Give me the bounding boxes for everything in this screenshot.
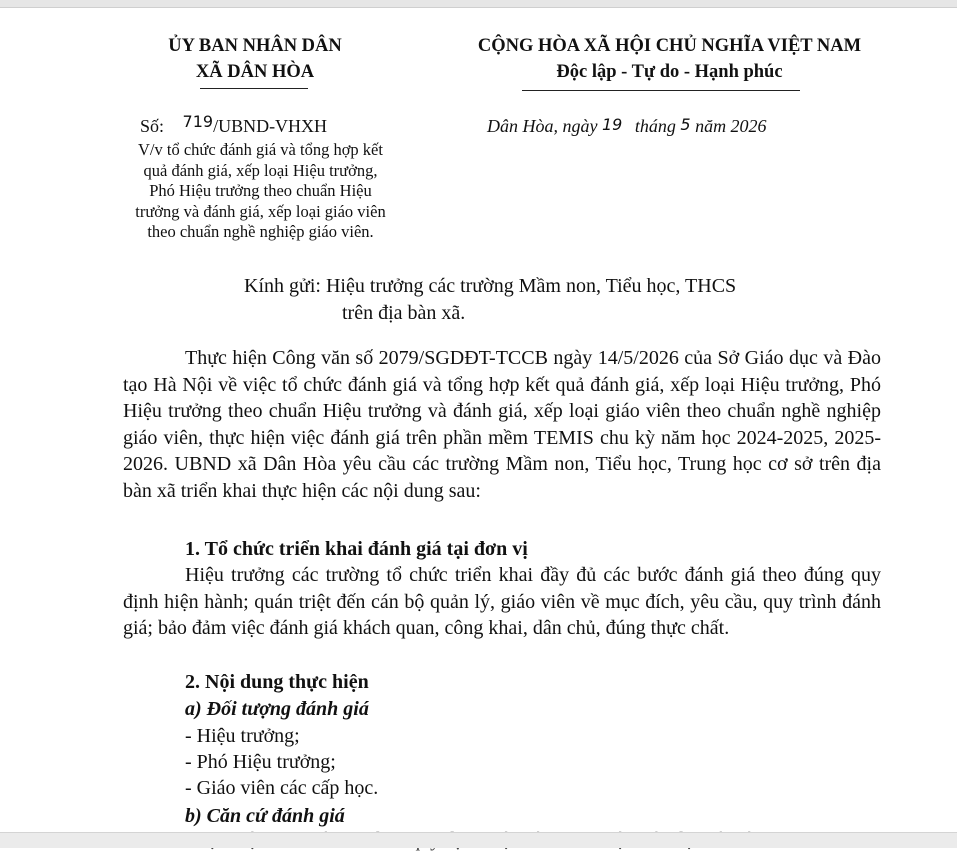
so-number: 719 (182, 112, 214, 131)
document-number (140, 112, 328, 137)
motto-underline (522, 90, 800, 91)
date-month-label: tháng (634, 116, 676, 136)
section-1-paragraph: Hiệu trưởng các trường tổ chức triển khai đầy đủ các bước đánh giá theo đúng quy định hiện hành; quán triệt đến cán bộ quản lý, giáo viên về mục đích, yêu cầu, quy trình đánh giá; bảo đảm việc đánh giá khách quan, công khai, dân chủ, đúng thực chất. (123, 564, 881, 639)
intro-paragraph: Thực hiện Công văn số 2079/SGDĐT-TCCB ngày 14/5/2026 của Sở Giáo dục và Đào tạo Hà Nội về việc tổ chức đánh giá và tổng hợp kết quả đánh giá, xếp loại Hiệu trưởng, Phó Hiệu trưởng theo chuẩn Hiệu trưởng và đánh giá, xếp loại giáo viên theo chuẩn nghề nghiệp giáo viên, thực hiện việc đánh giá trên phần mềm TEMIS chu kỳ năm học 2024-2025, 2025-2026. UBND xã Dân Hòa yêu cầu các trường Mầm non, Tiểu học, Trung học cơ sở trên địa bàn xã triển khai thực hiện các nội dung sau: (123, 347, 881, 502)
so-suffix: /UBND-VHXH (213, 116, 328, 136)
list-item: - Phó Hiệu trưởng; (185, 751, 336, 773)
recipient-line-2: trên địa bàn xã. (342, 302, 466, 324)
date-place: Dân Hòa, ngày (487, 116, 598, 136)
subject-line: quả đánh giá, xếp loại Hiệu trưởng, (143, 160, 378, 180)
section-2b-heading: b) Căn cứ đánh giá (185, 805, 345, 827)
viewer-top-border (0, 0, 957, 8)
issuer-name: ỦY BAN NHÂN DÂN (168, 36, 342, 56)
national-title: CỘNG HÒA XÃ HỘI CHỦ NGHĨA VIỆT NAM (477, 36, 862, 56)
subject-line: trưởng và đánh giá, xếp loại giáo viên (135, 201, 386, 221)
list-item: - Giáo viên các cấp học. (185, 777, 379, 799)
issuer-commune: XÃ DÂN HÒA (195, 62, 315, 82)
document-date (487, 116, 767, 137)
national-motto: Độc lập - Tự do - Hạnh phúc (556, 62, 783, 82)
so-label: Số: (140, 116, 165, 136)
subject-line: V/v tổ chức đánh giá và tổng hợp kết (138, 140, 383, 159)
recipient-line: Kính gửi: Hiệu trưởng các trường Mầm non, Tiểu học, THCS (244, 275, 737, 297)
issuer-underline (200, 88, 308, 89)
subject-line: theo chuẩn nghề nghiệp giáo viên. (147, 222, 374, 241)
date-day: 19 (602, 115, 623, 134)
section-2a-heading: a) Đối tượng đánh giá (185, 698, 369, 720)
list-item: - Hiệu trưởng; (185, 725, 300, 747)
subject-block (88, 140, 433, 243)
date-year: năm 2026 (695, 116, 767, 136)
section-2-heading: 2. Nội dung thực hiện (185, 671, 369, 693)
date-month: 5 (680, 115, 691, 134)
subject-line: Phó Hiệu trưởng theo chuẩn Hiệu (149, 181, 372, 200)
viewer-bottom-border (0, 832, 957, 848)
section-1-heading: 1. Tổ chức triển khai đánh giá tại đơn vị (185, 538, 528, 560)
